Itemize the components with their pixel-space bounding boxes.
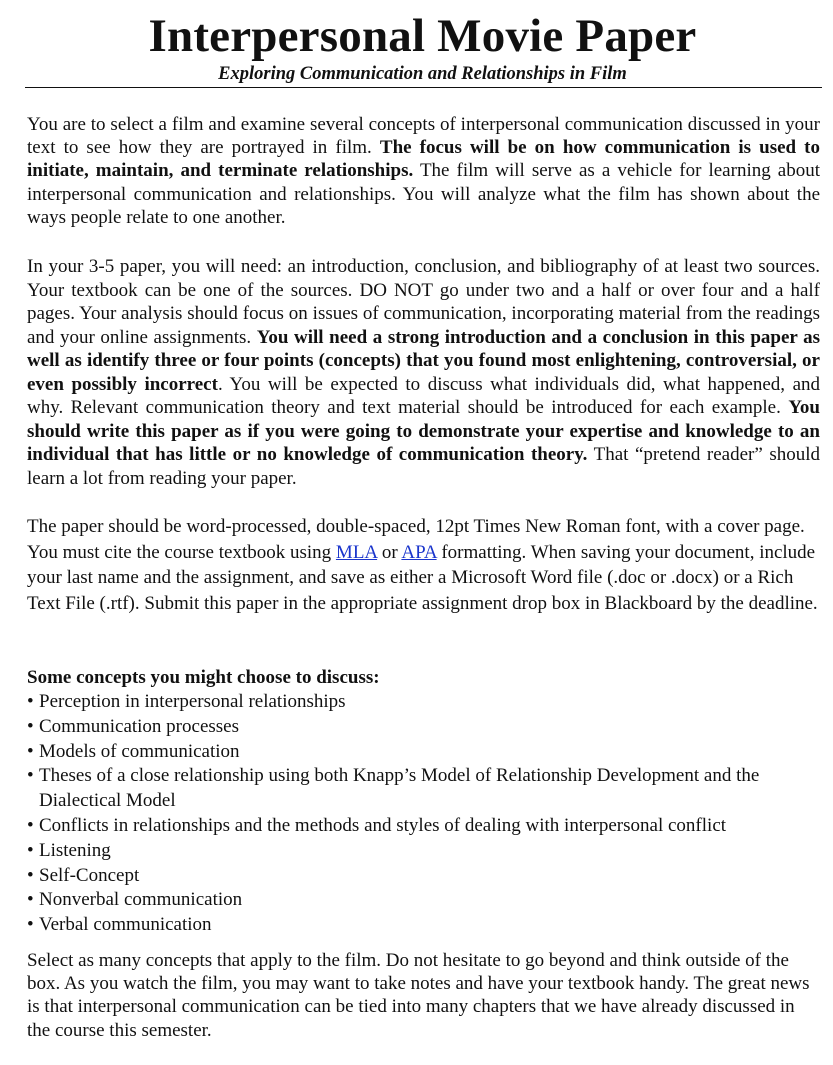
list-item bbox=[27, 690, 827, 715]
concepts-list bbox=[27, 690, 827, 938]
bullet-icon: • bbox=[27, 814, 34, 836]
formatting-text-2: or bbox=[377, 541, 402, 563]
concepts-heading: Some concepts you might choose to discuss: bbox=[27, 667, 380, 688]
concepts-section bbox=[27, 666, 827, 938]
bullet-icon: • bbox=[27, 864, 34, 886]
intro-paragraph bbox=[27, 113, 820, 229]
list-item bbox=[27, 839, 827, 864]
requirements-bold-1: You will need a strong introduction and a conclusion in this paper as well as identify three or four points (concepts) that you found most enlightening, controversial, or even possibly incorrect bbox=[27, 326, 820, 395]
apa-link[interactable]: APA bbox=[401, 541, 437, 563]
formatting-text-3: formatting. When saving your document, include your last name and the assignment, and save as either a Microsoft Word file (.doc or .docx) or a Rich Text File (.rtf). Submit this paper in the appropriate assignment drop box in Blackboard by the deadline. bbox=[27, 541, 818, 614]
bullet-icon: • bbox=[27, 740, 34, 762]
list-item-text: Listening bbox=[39, 839, 111, 861]
intro-bold-focus: The focus will be on how communication is used to initiate, maintain, and terminate relationships. bbox=[27, 137, 820, 182]
list-item bbox=[27, 715, 827, 740]
list-item-text: Theses of a close relationship using both Knapp’s Model of Relationship Development and the Dialectical Model bbox=[39, 765, 760, 812]
list-item-text: Models of communication bbox=[39, 740, 240, 762]
page-subtitle: Exploring Communication and Relationships in Film bbox=[218, 64, 627, 84]
bullet-icon: • bbox=[27, 715, 34, 737]
list-item-text: Perception in interpersonal relationships bbox=[39, 691, 346, 712]
intro-text-2: The film will serve as a vehicle for learning about interpersonal communication and relationships. You will analyze what the film has shown about the ways people relate to one another. bbox=[27, 160, 820, 228]
requirements-text-1: In your 3-5 paper, you will need: an introduction, conclusion, and bibliography of at least two sources. Your textbook can be one of the sources. DO NOT go under two and a half or over four and a half pages. Your analysis should focus on issues of communication, incorporating material from the readings and your online assignments. bbox=[27, 256, 820, 348]
list-item-text: Conflicts in relationships and the methods and styles of dealing with interpersonal conflict bbox=[39, 814, 727, 836]
list-item bbox=[27, 888, 827, 913]
bullet-icon: • bbox=[27, 914, 34, 936]
bullet-icon: • bbox=[27, 839, 34, 861]
bullet-icon: • bbox=[27, 691, 34, 712]
list-item-text: Verbal communication bbox=[39, 914, 212, 936]
list-item-text: Nonverbal communication bbox=[39, 889, 243, 911]
list-item bbox=[27, 864, 827, 889]
requirements-paragraph bbox=[27, 255, 820, 490]
requirements-text-3: That “pretend reader” should learn a lot from reading your paper. bbox=[27, 444, 820, 489]
closing-paragraph: Select as many concepts that apply to the film. Do not hesitate to go beyond and think outside of the box. As you watch the film, you may want to take notes and have your textbook handy. The great news is that interpersonal communication can be tied into many chapters that we have already discussed in the course this semester. bbox=[27, 950, 810, 1041]
list-item-text: Communication processes bbox=[39, 715, 239, 737]
requirements-bold-2: You should write this paper as if you were going to demonstrate your expertise and knowledge to an individual that has little or no knowledge of communication theory. bbox=[27, 397, 820, 465]
mla-link[interactable]: MLA bbox=[335, 541, 378, 563]
list-item bbox=[27, 814, 827, 839]
title-divider bbox=[25, 87, 822, 88]
requirements-text-2: . You will be expected to discuss what individuals did, what happened, and why. Relevant communication theory and text material should be introduced for each example. bbox=[27, 373, 820, 418]
formatting-text-1: The paper should be word-processed, double-spaced, 12pt Times New Roman font, with a cover page. You must cite the course textbook using bbox=[27, 516, 805, 563]
formatting-paragraph bbox=[27, 514, 822, 616]
list-item bbox=[27, 764, 827, 814]
list-item bbox=[27, 913, 827, 938]
list-item-text: Self-Concept bbox=[39, 864, 140, 886]
list-item bbox=[27, 740, 827, 765]
bullet-icon: • bbox=[27, 889, 34, 911]
page-title: Interpersonal Movie Paper bbox=[148, 10, 697, 62]
intro-text-1: You are to select a film and examine several concepts of interpersonal communication discussed in your text to see how they are portrayed in film. bbox=[27, 114, 820, 159]
bullet-icon: • bbox=[27, 765, 34, 787]
